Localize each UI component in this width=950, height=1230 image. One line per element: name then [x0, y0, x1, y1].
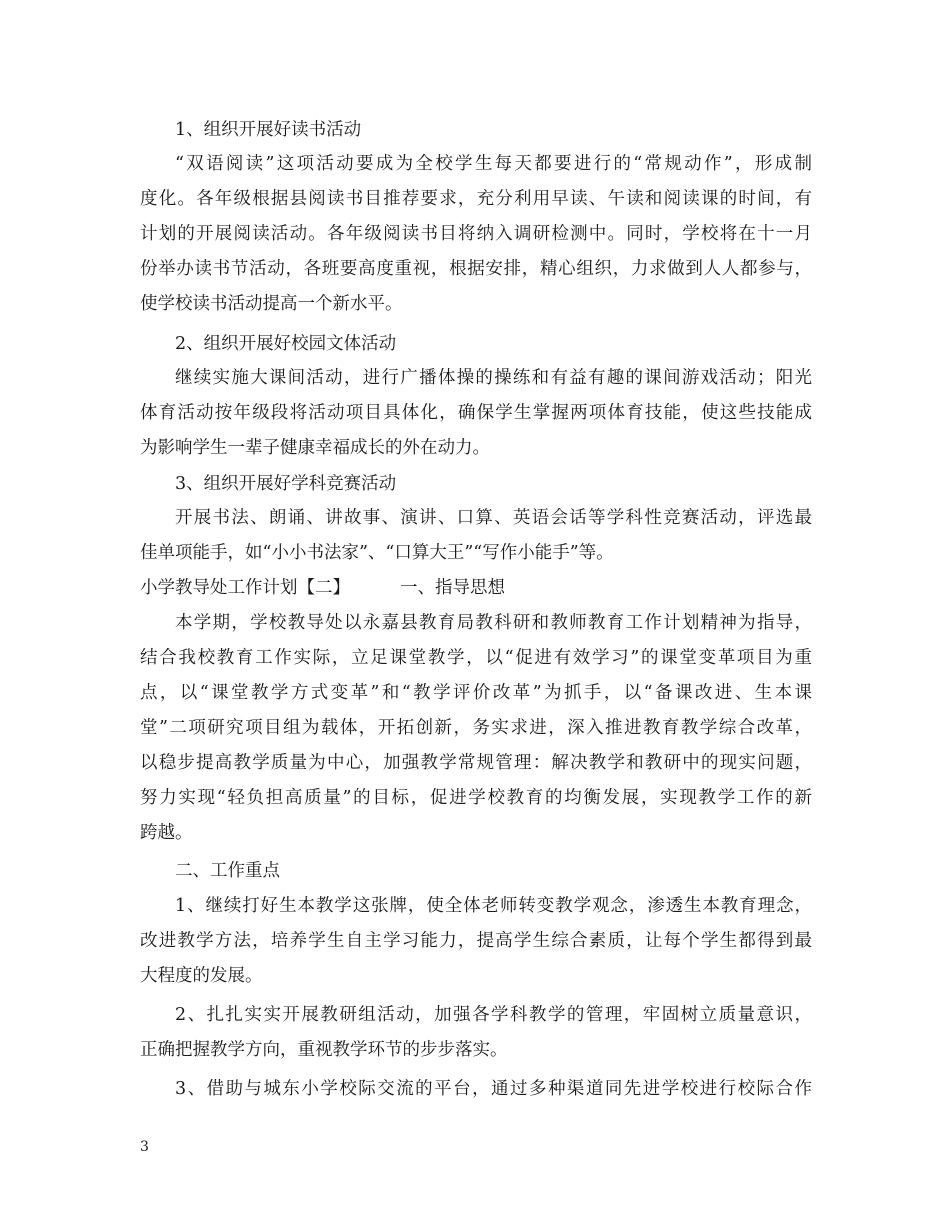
paragraph-line: 为影响学生一辈子健康幸福成长的外在动力。 [140, 438, 490, 458]
page-number: 3 [140, 1139, 149, 1155]
document-subtitle-section: 一、指导思想 [400, 578, 505, 598]
paragraph-line: 继续实施大课间活动，进行广播体操的操练和有益有趣的课间游戏活动；阳光 [175, 368, 812, 388]
paragraph-line: 开展书法、朗诵、讲故事、演讲、口算、英语会话等学科性竞赛活动，评选最 [175, 508, 812, 528]
paragraph-line: 2、扎扎实实开展教研组活动，加强各学科教学的管理，牢固树立质量意识， [175, 1005, 812, 1025]
paragraph-line: 份举办读书节活动，各班要高度重视，根据安排，精心组织，力求做到人人都参与， [140, 259, 812, 279]
section-heading: 1、组织开展好读书活动 [175, 120, 362, 140]
paragraph-line: 计划的开展阅读活动。各年级阅读书目将纳入调研检测中。同时，学校将在十一月 [140, 224, 812, 244]
paragraph-line: 1、继续打好生本教学这张牌，使全体老师转变教学观念，渗透生本教育理念， [175, 896, 812, 916]
paragraph-line: 堂”二项研究项目组为载体，开拓创新，务实求进，深入推进教育教学综合改革， [140, 718, 812, 738]
paragraph-line: “双语阅读”这项活动要成为全校学生每天都要进行的“常规动作”，形成制 [175, 154, 812, 174]
section-heading: 3、组织开展好学科竞赛活动 [175, 474, 397, 494]
section-heading: 二、工作重点 [175, 861, 280, 881]
paragraph-line: 3、借助与城东小学校际交流的平台，通过多种渠道同先进学校进行校际合作 [175, 1079, 812, 1099]
paragraph-line: 跨越。 [140, 823, 193, 843]
paragraph-line: 改进教学方法，培养学生自主学习能力，提高学生综合素质，让每个学生都得到最 [140, 931, 812, 951]
paragraph-line: 佳单项能手，如“小小书法家”、“口算大王”“写作小能手”等。 [140, 543, 614, 563]
paragraph-line: 大程度的发展。 [140, 966, 263, 986]
paragraph-line: 本学期，学校教导处以永嘉县教育局教科研和教师教育工作计划精神为指导， [175, 613, 812, 633]
paragraph-line: 努力实现“轻负担高质量”的目标，促进学校教育的均衡发展，实现教学工作的新 [140, 788, 812, 808]
paragraph-line: 度化。各年级根据县阅读书目推荐要求，充分利用早读、午读和阅读课的时间，有 [140, 189, 812, 209]
paragraph-line: 点，以“课堂教学方式变革”和“教学评价改革”为抓手，以“备课改进、生本课 [140, 683, 812, 703]
document-subtitle [140, 576, 505, 600]
paragraph-line: 使学校读书活动提高一个新水平。 [140, 294, 403, 314]
paragraph-line: 正确把握教学方向，重视教学环节的步步落实。 [140, 1040, 508, 1060]
paragraph-line: 体育活动按年级段将活动项目具体化，确保学生掌握两项体育技能，使这些技能成 [140, 403, 812, 423]
paragraph-line: 结合我校教育工作实际，立足课堂教学，以“促进有效学习”的课堂变革项目为重 [140, 648, 812, 668]
document-subtitle-title: 小学教导处工作计划【二】 [140, 578, 350, 598]
paragraph-line: 以稳步提高教学质量为中心，加强教学常规管理：解决教学和教研中的现实问题， [140, 753, 812, 773]
section-heading: 2、组织开展好校园文体活动 [175, 334, 397, 354]
